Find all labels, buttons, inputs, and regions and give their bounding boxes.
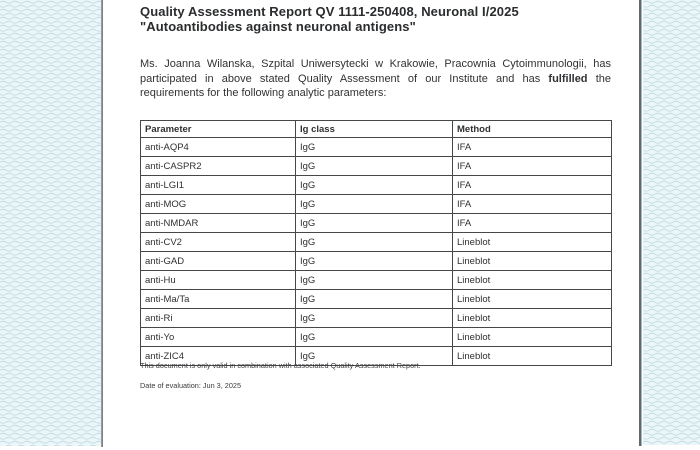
- table-cell: IFA: [453, 157, 612, 176]
- validity-footnote: This document is only valid in combination with associated Quality Assessment Report.: [140, 361, 421, 370]
- page-edge-left: [101, 0, 103, 447]
- table-cell: Lineblot: [453, 233, 612, 252]
- table-cell: IgG: [296, 195, 453, 214]
- table-row: [141, 309, 612, 328]
- table-cell: anti-Yo: [141, 328, 296, 347]
- table-cell: anti-MOG: [141, 195, 296, 214]
- table-cell: Lineblot: [453, 347, 612, 366]
- table-cell: IgG: [296, 309, 453, 328]
- table-cell: anti-AQP4: [141, 138, 296, 157]
- table-row: [141, 233, 612, 252]
- statement-text-end: the requirements for the following analytic parameters:: [140, 72, 611, 100]
- page-edge-right: [639, 0, 641, 446]
- parameters-table: [140, 120, 612, 366]
- table-row: [141, 214, 612, 233]
- table-cell: IgG: [296, 214, 453, 233]
- table-cell: IFA: [453, 138, 612, 157]
- guilloche-left-band: [0, 0, 101, 446]
- table-cell: IgG: [296, 347, 453, 366]
- table-cell: Lineblot: [453, 290, 612, 309]
- table-cell: anti-Ma/Ta: [141, 290, 296, 309]
- table-row: [141, 138, 612, 157]
- table-cell: anti-ZIC4: [141, 347, 296, 366]
- table-row: [141, 328, 612, 347]
- guilloche-right-band: [643, 0, 700, 445]
- table-cell: IgG: [296, 233, 453, 252]
- table-cell: anti-LGI1: [141, 176, 296, 195]
- statement-fulfilled-emphasis: fulfilled: [548, 72, 588, 85]
- table-cell: Lineblot: [453, 309, 612, 328]
- table-cell: IgG: [296, 176, 453, 195]
- table-cell: Lineblot: [453, 252, 612, 271]
- table-header-ig-class: Ig class: [296, 121, 453, 138]
- table-cell: IgG: [296, 328, 453, 347]
- table-cell: IgG: [296, 138, 453, 157]
- table-header-row: [141, 121, 612, 138]
- table-cell: IFA: [453, 176, 612, 195]
- table-cell: anti-NMDAR: [141, 214, 296, 233]
- report-title-line2: "Autoantibodies against neuronal antigens": [140, 18, 416, 34]
- table-cell: IgG: [296, 290, 453, 309]
- table-cell: IFA: [453, 214, 612, 233]
- table-row: [141, 157, 612, 176]
- table-cell: IgG: [296, 252, 453, 271]
- report-title-line1: Quality Assessment Report QV 1111-250408, Neuronal I/2025: [140, 4, 519, 19]
- table-cell: IFA: [453, 195, 612, 214]
- table-cell: anti-CASPR2: [141, 157, 296, 176]
- table-header-method: Method: [453, 121, 612, 138]
- statement-text-start: Ms. Joanna Wilanska, Szpital Uniwersytecki w Krakowie, Pracownia Cytoimmunologii, has participated in above stated Quality Assessment of our Institute and has: [140, 58, 611, 85]
- table-cell: anti-Hu: [141, 271, 296, 290]
- table-cell: anti-Ri: [141, 309, 296, 328]
- table-row: [141, 290, 612, 309]
- table-row: [141, 271, 612, 290]
- table-row: [141, 176, 612, 195]
- table-cell: Lineblot: [453, 328, 612, 347]
- table-cell: IgG: [296, 271, 453, 290]
- table-cell: anti-CV2: [141, 233, 296, 252]
- table-row: [141, 195, 612, 214]
- table-cell: IgG: [296, 157, 453, 176]
- table-row: [141, 252, 612, 271]
- table-cell: anti-GAD: [141, 252, 296, 271]
- table-cell: Lineblot: [453, 271, 612, 290]
- table-header-parameter: Parameter: [141, 121, 296, 138]
- evaluation-date: Date of evaluation: Jun 3, 2025: [140, 381, 242, 390]
- report-title: [140, 5, 612, 34]
- statement-paragraph: [140, 57, 611, 101]
